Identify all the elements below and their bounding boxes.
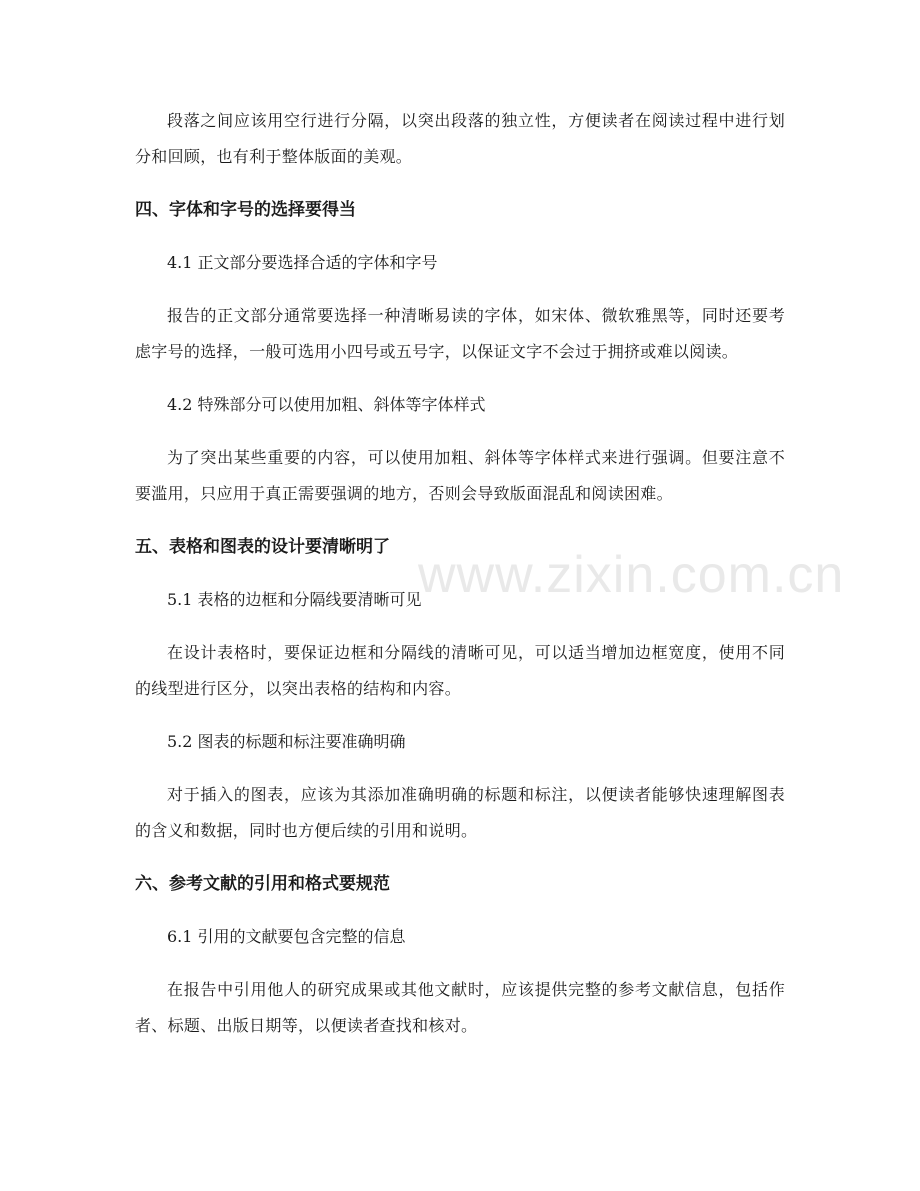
section-heading-6: 六、参考文献的引用和格式要规范 [135,874,390,894]
watermark: www.zixin.com.cn [418,546,845,604]
subsection-heading-4-2: 4.2 特殊部分可以使用加粗、斜体等字体样式 [167,395,486,414]
paragraph-body-font: 报告的正文部分通常要选择一种清晰易读的字体，如宋体、微软雅黑等，同时还要考虑字号的选择，一般可选用小四号或五号字，以保证文字不会过于拥挤或难以阅读。 [135,306,785,361]
section-heading-4: 四、字体和字号的选择要得当 [135,200,356,220]
subsection-heading-5-1: 5.1 表格的边框和分隔线要清晰可见 [167,590,422,609]
paragraph-chart-titles: 对于插入的图表，应该为其添加准确明确的标题和标注，以便读者能够快速理解图表的含义和数据，同时也方便后续的引用和说明。 [135,785,785,840]
subsection-heading-4-1: 4.1 正文部分要选择合适的字体和字号 [167,253,438,272]
paragraph-paragraph-spacing: 段落之间应该用空行进行分隔，以突出段落的独立性，方便读者在阅读过程中进行划分和回顾，也有利于整体版面的美观。 [135,111,785,166]
section-heading-5: 五、表格和图表的设计要清晰明了 [135,537,390,557]
paragraph-references: 在报告中引用他人的研究成果或其他文献时，应该提供完整的参考文献信息，包括作者、标题、出版日期等，以便读者查找和核对。 [135,980,785,1035]
subsection-heading-6-1: 6.1 引用的文献要包含完整的信息 [167,927,406,946]
document-body [135,103,785,1061]
subsection-heading-5-2: 5.2 图表的标题和标注要准确明确 [167,732,406,751]
paragraph-font-styles: 为了突出某些重要的内容，可以使用加粗、斜体等字体样式来进行强调。但要注意不要滥用，只应用于真正需要强调的地方，否则会导致版面混乱和阅读困难。 [135,448,785,503]
paragraph-table-borders: 在设计表格时，要保证边框和分隔线的清晰可见，可以适当增加边框宽度，使用不同的线型进行区分，以突出表格的结构和内容。 [135,643,785,698]
